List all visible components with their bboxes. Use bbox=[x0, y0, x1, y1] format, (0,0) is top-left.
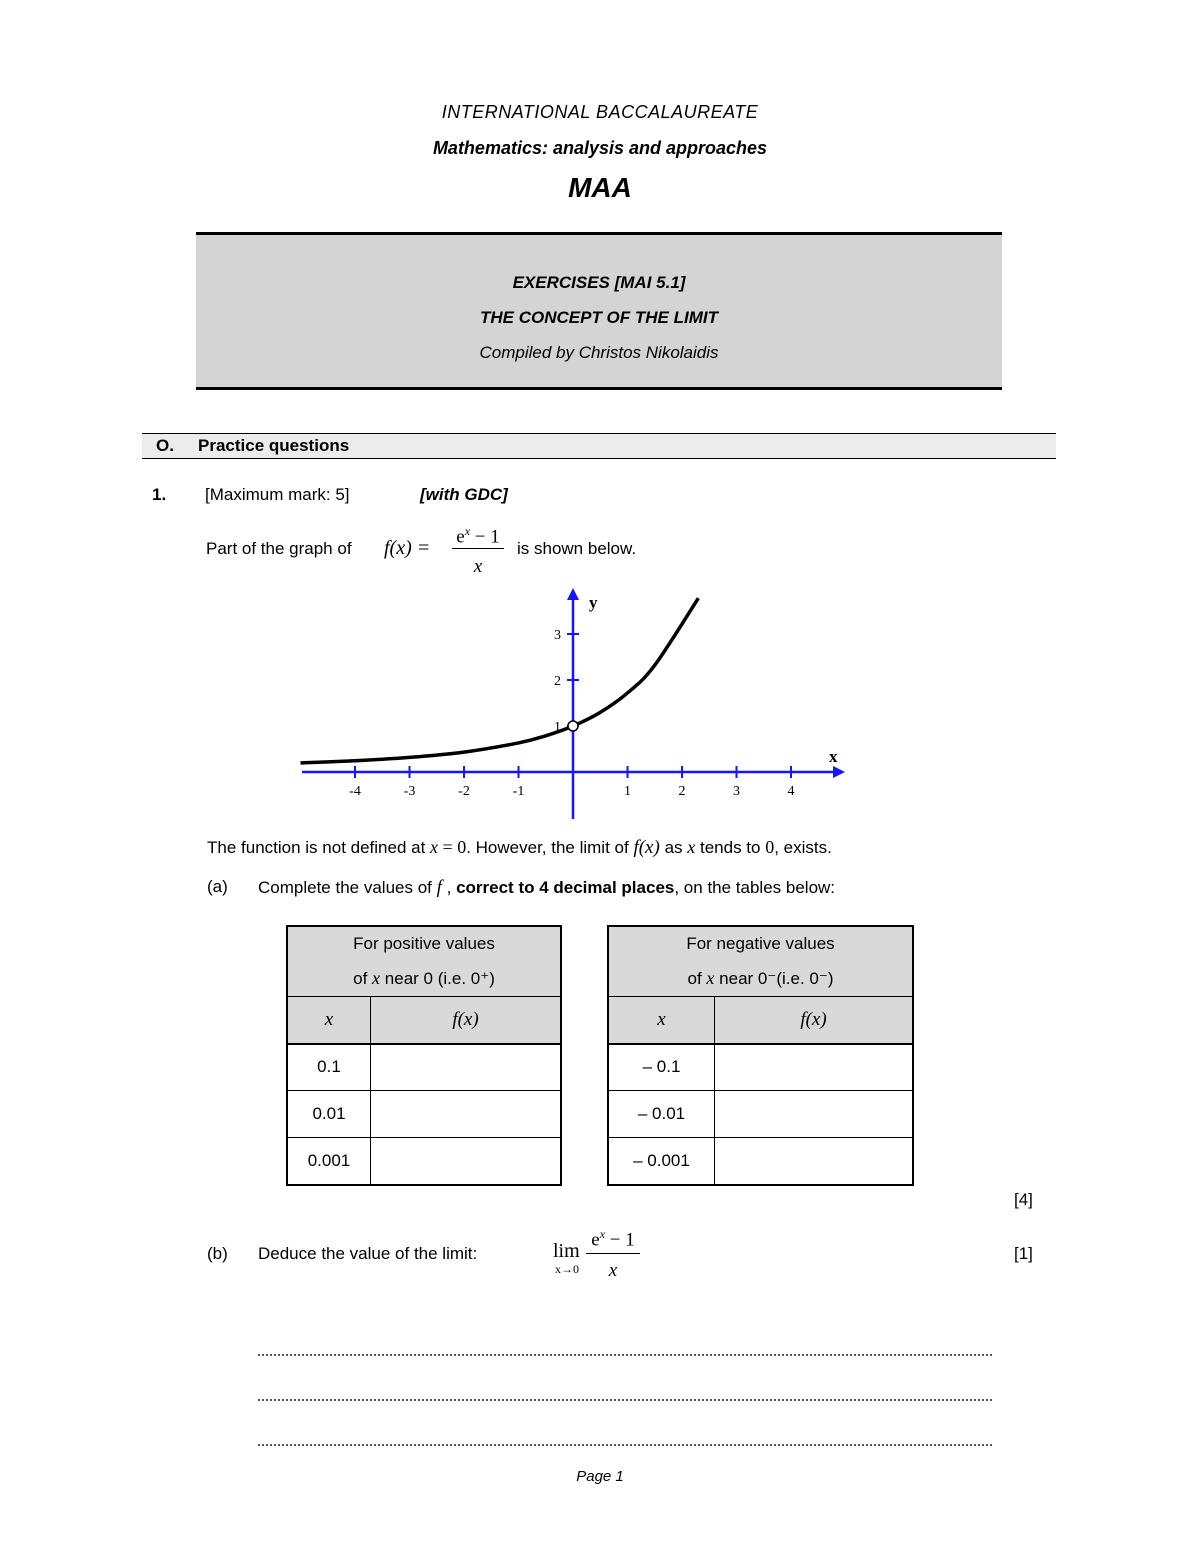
table-negative-x-2: – 0.01 bbox=[608, 1091, 715, 1138]
part-a-text-2: , on the tables below: bbox=[674, 878, 836, 897]
table-positive-heading-line2 bbox=[288, 961, 560, 996]
table-row bbox=[287, 1091, 561, 1138]
part-a-text: Complete the values of f , correct to 4 decimal places, on the tables below: bbox=[258, 877, 836, 898]
x-tick-label-5: 1 bbox=[624, 784, 631, 799]
x-tick-label-7: 3 bbox=[733, 784, 740, 799]
part-b-marks: [1] bbox=[1014, 1244, 1033, 1263]
section-header bbox=[142, 433, 1056, 459]
table-positive-fx-input-2[interactable] bbox=[371, 1091, 562, 1138]
y-axis-label: y bbox=[589, 593, 598, 612]
max-mark: [Maximum mark: 5] bbox=[205, 485, 350, 504]
limit-fraction-bar bbox=[586, 1253, 640, 1254]
table-positive-heading bbox=[287, 926, 561, 997]
table-positive-col-fx: f(x) bbox=[371, 997, 562, 1044]
fx-numerator bbox=[452, 524, 504, 548]
table-negative-heading-line1: For negative values bbox=[686, 934, 835, 953]
table-positive-x-1: 0.1 bbox=[287, 1044, 371, 1091]
y-tick-label-1: 1 bbox=[554, 720, 561, 735]
limit-numerator-rest: − 1 bbox=[605, 1229, 635, 1251]
tn-x: x bbox=[706, 968, 715, 988]
graph-tick-labels bbox=[349, 593, 838, 799]
x-tick-label-3: -2 bbox=[458, 784, 470, 799]
part-a-f: f bbox=[436, 877, 442, 898]
part-a-marks: [4] bbox=[1014, 1190, 1033, 1209]
table-positive-head bbox=[287, 926, 561, 997]
table-negative-x-3: – 0.001 bbox=[608, 1138, 715, 1185]
table-row bbox=[608, 1138, 913, 1185]
table-negative-heading bbox=[608, 926, 913, 997]
table-positive-x-2: 0.01 bbox=[287, 1091, 371, 1138]
table-negative-fx-input-1[interactable] bbox=[715, 1044, 914, 1091]
gdc-note: [with GDC] bbox=[420, 485, 508, 504]
table-negative-head bbox=[608, 926, 913, 997]
limit-numerator-exp: x bbox=[599, 1227, 606, 1241]
limit-numerator-e: e bbox=[591, 1229, 600, 1251]
x-tick-label-2: -3 bbox=[403, 784, 416, 799]
nd-text-4: tends to bbox=[700, 838, 761, 857]
title-line-2: THE CONCEPT OF THE LIMIT bbox=[480, 308, 718, 327]
table-negative-heading-line2 bbox=[609, 961, 912, 996]
table-negative-x-1: – 0.1 bbox=[608, 1044, 715, 1091]
table-negative-col-fx: f(x) bbox=[715, 997, 914, 1044]
function-graph bbox=[290, 582, 860, 827]
fx-denominator: x bbox=[473, 556, 483, 577]
part-b-label: (b) bbox=[207, 1244, 228, 1263]
header-institution: INTERNATIONAL BACCALAUREATE bbox=[441, 102, 759, 122]
table-row bbox=[287, 1044, 561, 1091]
tp-of: of bbox=[353, 969, 368, 988]
tn-of: of bbox=[687, 969, 702, 988]
page-number: Page 1 bbox=[576, 1468, 624, 1485]
nd-x0: x = 0 bbox=[430, 837, 467, 857]
table-positive-col-x: x bbox=[287, 997, 371, 1044]
y-axis-arrow bbox=[567, 588, 579, 600]
header-code: MAA bbox=[568, 172, 632, 203]
limit-numerator bbox=[586, 1227, 640, 1251]
title-box bbox=[196, 232, 1002, 390]
hole-point bbox=[568, 721, 578, 731]
nd-text-3: as bbox=[664, 838, 683, 857]
nd-x: x bbox=[687, 837, 696, 857]
tn-rest: near 0⁻(i.e. 0⁻) bbox=[719, 969, 834, 988]
table-negative-colheads bbox=[608, 997, 913, 1044]
nd-text-1: The function is not defined at bbox=[207, 838, 426, 857]
title-line-3: Compiled by Christos Nikolaidis bbox=[479, 343, 719, 362]
not-defined-sentence bbox=[207, 837, 832, 859]
answer-line-2[interactable] bbox=[258, 1399, 992, 1401]
title-line-1: EXERCISES [MAI 5.1] bbox=[512, 273, 686, 292]
x-axis-arrow bbox=[833, 766, 845, 778]
table-positive-heading-line1: For positive values bbox=[353, 934, 495, 953]
limit-denominator: x bbox=[608, 1260, 618, 1281]
y-tick-label-3: 3 bbox=[554, 628, 561, 643]
nd-zero: 0 bbox=[765, 837, 775, 857]
tp-x: x bbox=[372, 968, 381, 988]
limit-subscript: x→0 bbox=[555, 1262, 579, 1276]
x-tick-label-1: -4 bbox=[349, 784, 361, 799]
answer-line-3[interactable] bbox=[258, 1444, 992, 1446]
question-number: 1. bbox=[152, 485, 167, 504]
table-row bbox=[287, 1138, 561, 1185]
table-negative-col-x: x bbox=[608, 997, 715, 1044]
nd-text-2: . However, the limit of bbox=[466, 838, 629, 857]
intro-before: Part of the graph of bbox=[206, 539, 352, 558]
section-number: O. bbox=[156, 436, 174, 455]
part-b-text: Deduce the value of the limit: bbox=[258, 1244, 478, 1263]
table-negative bbox=[607, 925, 914, 1186]
x-axis-label: x bbox=[829, 747, 838, 766]
nd-fx: f(x) bbox=[633, 837, 660, 858]
tp-rest: near 0 (i.e. 0⁺) bbox=[384, 969, 495, 988]
part-a-bold: correct to 4 decimal places bbox=[456, 878, 675, 897]
part-a-label: (a) bbox=[207, 877, 228, 896]
table-positive-fx-input-3[interactable] bbox=[371, 1138, 562, 1185]
nd-text-5: , exists. bbox=[774, 838, 832, 857]
header-course: Mathematics: analysis and approaches bbox=[432, 138, 768, 158]
table-positive-fx-input-1[interactable] bbox=[371, 1044, 562, 1091]
table-positive bbox=[286, 925, 562, 1186]
x-tick-label-6: 2 bbox=[678, 784, 686, 799]
limit-lim: lim bbox=[553, 1240, 580, 1262]
fx-numerator-rest: − 1 bbox=[470, 526, 500, 548]
table-row bbox=[608, 1044, 913, 1091]
table-positive-x-3: 0.001 bbox=[287, 1138, 371, 1185]
fx-lhs: f(x) = bbox=[384, 537, 431, 559]
table-negative-fx-input-2[interactable] bbox=[715, 1091, 914, 1138]
fx-fraction-bar bbox=[452, 548, 504, 549]
x-tick-label-4: -1 bbox=[512, 784, 525, 799]
x-tick-label-8: 4 bbox=[787, 784, 795, 799]
fx-numerator-e: e bbox=[456, 526, 465, 548]
section-title: Practice questions bbox=[198, 436, 350, 455]
answer-line-1[interactable] bbox=[258, 1354, 992, 1356]
function-curve bbox=[301, 598, 699, 763]
graph-axes bbox=[302, 588, 845, 819]
intro-after: is shown below. bbox=[517, 539, 637, 558]
y-tick-label-2: 2 bbox=[554, 674, 561, 689]
table-positive-colheads bbox=[287, 997, 561, 1044]
table-negative-fx-input-3[interactable] bbox=[715, 1138, 914, 1185]
table-row bbox=[608, 1091, 913, 1138]
part-a-text-1: Complete the values of bbox=[258, 878, 432, 897]
fx-numerator-exp: x bbox=[464, 524, 471, 538]
